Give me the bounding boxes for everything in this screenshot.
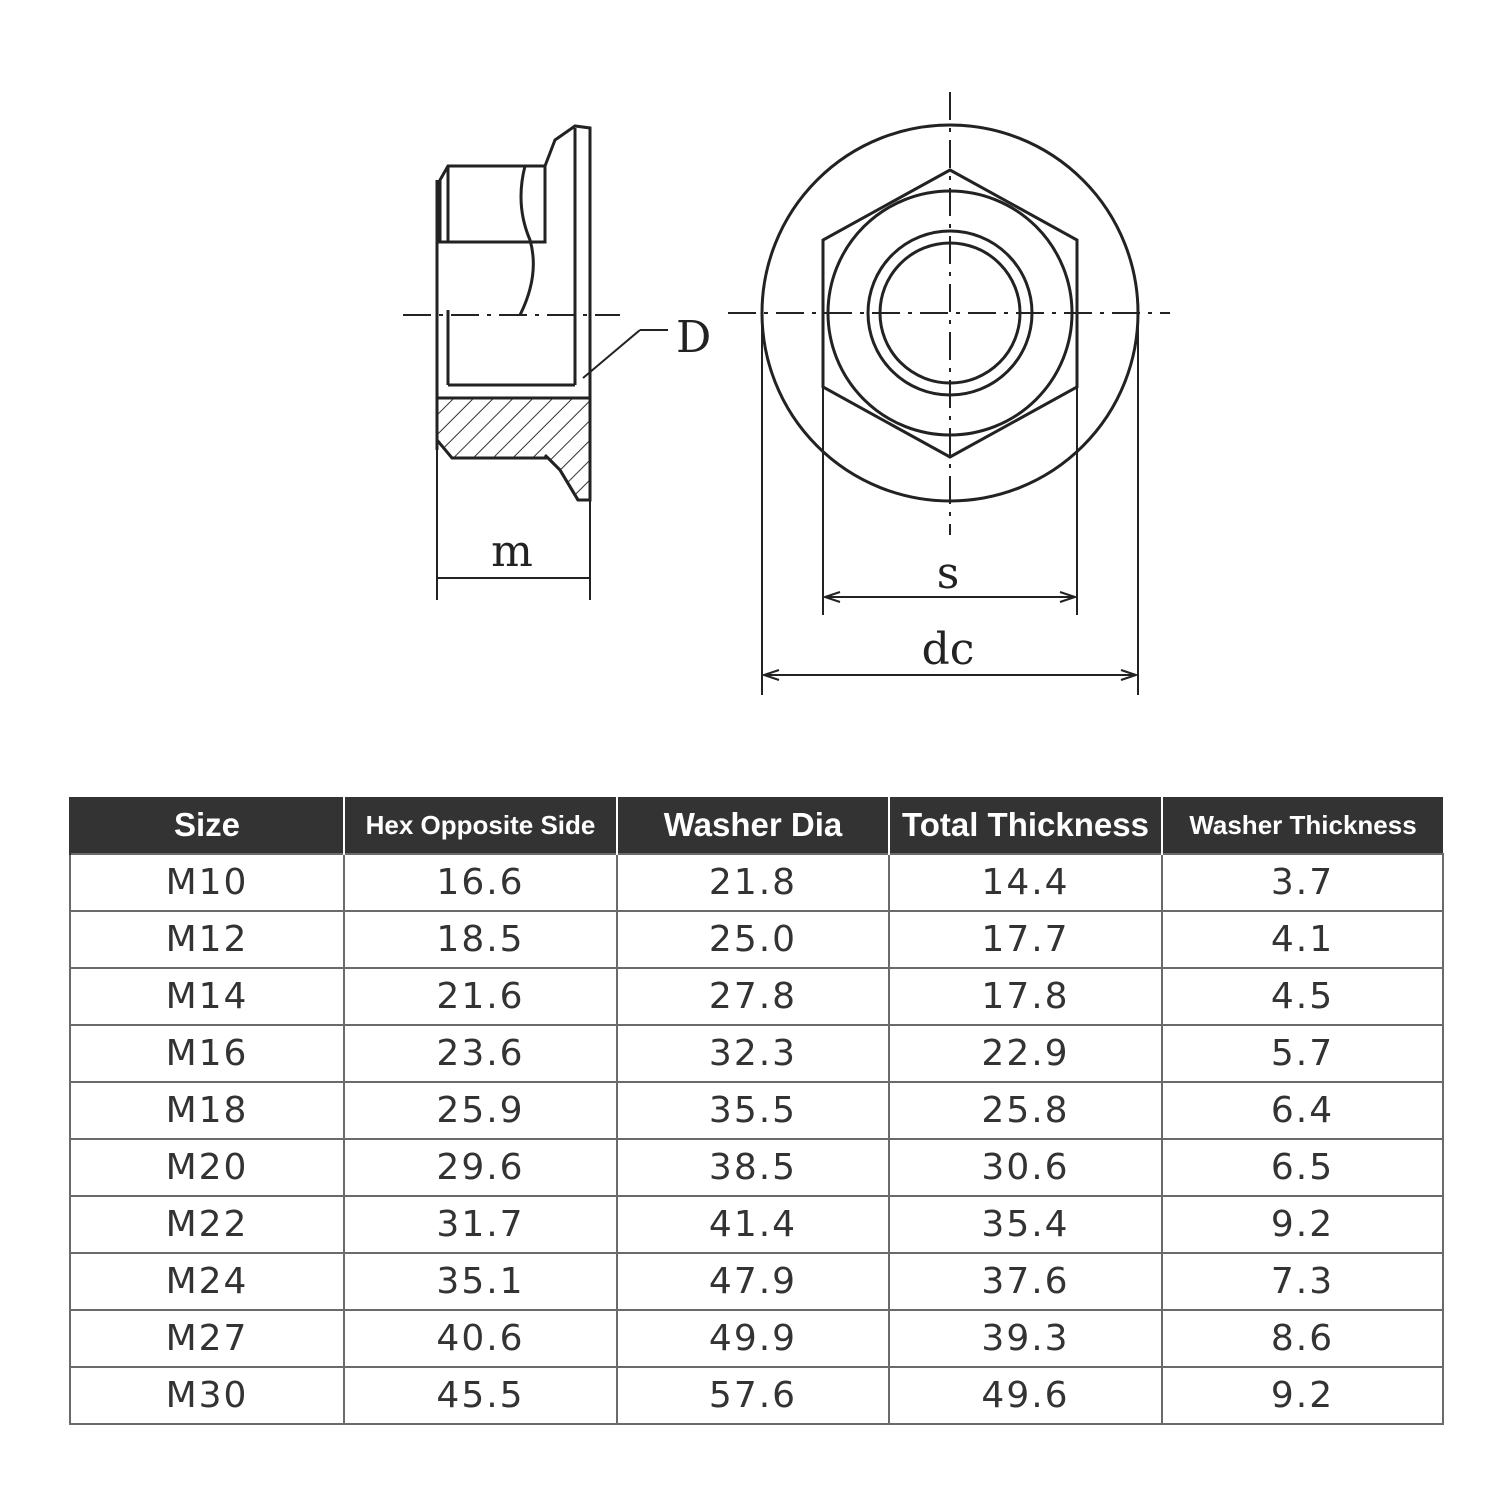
table-row xyxy=(70,1025,1443,1082)
top-centerlines xyxy=(728,92,1170,535)
table-cell: 9.2 xyxy=(1162,1367,1443,1424)
dimension-table xyxy=(69,797,1444,1425)
table-cell: 57.6 xyxy=(617,1367,889,1424)
label-dc: dc xyxy=(921,624,975,675)
table-cell: M10 xyxy=(70,854,344,911)
table-row xyxy=(70,1196,1443,1253)
table-cell: 29.6 xyxy=(344,1139,617,1196)
table-cell: 8.6 xyxy=(1162,1310,1443,1367)
table-cell: 40.6 xyxy=(344,1310,617,1367)
table-cell: 47.9 xyxy=(617,1253,889,1310)
table-cell: 23.6 xyxy=(344,1025,617,1082)
label-d: D xyxy=(676,312,712,363)
table-cell: M30 xyxy=(70,1367,344,1424)
header-washer-dia: Washer Dia xyxy=(617,797,889,854)
header-size: Size xyxy=(70,797,344,854)
table-cell: M20 xyxy=(70,1139,344,1196)
table-cell: 25.9 xyxy=(344,1082,617,1139)
table-cell: 17.8 xyxy=(889,968,1162,1025)
table-cell: 38.5 xyxy=(617,1139,889,1196)
table-row xyxy=(70,1082,1443,1139)
table-cell: 7.3 xyxy=(1162,1253,1443,1310)
table-cell: 35.1 xyxy=(344,1253,617,1310)
table-row xyxy=(70,1367,1443,1424)
table-cell: 39.3 xyxy=(889,1310,1162,1367)
label-s: s xyxy=(936,548,960,599)
section-hatch xyxy=(437,398,590,500)
table-cell: 21.6 xyxy=(344,968,617,1025)
table-row xyxy=(70,854,1443,911)
table-cell: 22.9 xyxy=(889,1025,1162,1082)
table-cell: 5.7 xyxy=(1162,1025,1443,1082)
table-cell: 6.5 xyxy=(1162,1139,1443,1196)
table-cell: 32.3 xyxy=(617,1025,889,1082)
table-row xyxy=(70,911,1443,968)
table-cell: 37.6 xyxy=(889,1253,1162,1310)
table-cell: 9.2 xyxy=(1162,1196,1443,1253)
table-cell: 14.4 xyxy=(889,854,1162,911)
header-hex-opposite-side: Hex Opposite Side xyxy=(344,797,617,854)
table-row xyxy=(70,1253,1443,1310)
table-cell: 35.4 xyxy=(889,1196,1162,1253)
table-cell: 30.6 xyxy=(889,1139,1162,1196)
table-cell: 21.8 xyxy=(617,854,889,911)
table-cell: M24 xyxy=(70,1253,344,1310)
d-leader xyxy=(583,330,668,378)
table-header-row xyxy=(70,797,1443,854)
table-cell: 35.5 xyxy=(617,1082,889,1139)
table-cell: 25.0 xyxy=(617,911,889,968)
table-cell: 27.8 xyxy=(617,968,889,1025)
table-cell: 31.7 xyxy=(344,1196,617,1253)
table-cell: 49.6 xyxy=(889,1367,1162,1424)
table-cell: 45.5 xyxy=(344,1367,617,1424)
table-cell: 41.4 xyxy=(617,1196,889,1253)
table-cell: M22 xyxy=(70,1196,344,1253)
table-row xyxy=(70,1310,1443,1367)
table-row xyxy=(70,968,1443,1025)
table-cell: 3.7 xyxy=(1162,854,1443,911)
table-cell: M16 xyxy=(70,1025,344,1082)
table-cell: M14 xyxy=(70,968,344,1025)
table-cell: M18 xyxy=(70,1082,344,1139)
table-cell: 4.5 xyxy=(1162,968,1443,1025)
table-cell: 4.1 xyxy=(1162,911,1443,968)
header-total-thickness: Total Thickness xyxy=(889,797,1162,854)
table-cell: M12 xyxy=(70,911,344,968)
table-cell: 49.9 xyxy=(617,1310,889,1367)
table-cell: 18.5 xyxy=(344,911,617,968)
table-row xyxy=(70,1139,1443,1196)
label-m: m xyxy=(491,526,533,577)
table-cell: 6.4 xyxy=(1162,1082,1443,1139)
table-cell: 16.6 xyxy=(344,854,617,911)
table-cell: 25.8 xyxy=(889,1082,1162,1139)
table-cell: M27 xyxy=(70,1310,344,1367)
table-cell: 17.7 xyxy=(889,911,1162,968)
header-washer-thickness: Washer Thickness xyxy=(1162,797,1443,854)
